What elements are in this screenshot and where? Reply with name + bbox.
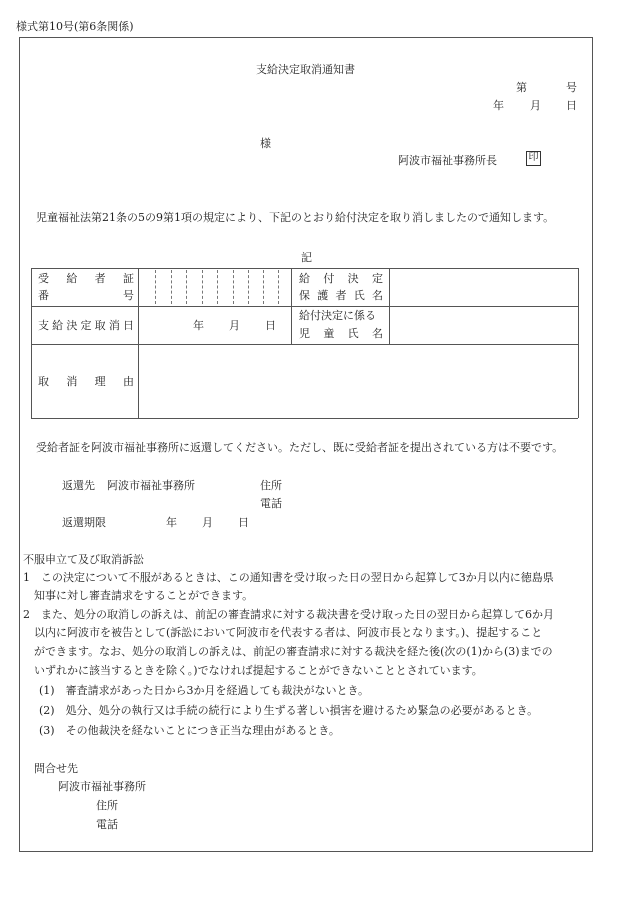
digit-box-divider xyxy=(263,270,264,304)
cancel-reason-label: 取消理由 xyxy=(38,375,134,388)
return-phone-label: 電話 xyxy=(260,497,282,510)
table-border-right xyxy=(578,268,579,418)
digit-box-divider xyxy=(202,270,203,304)
digit-box-divider xyxy=(248,270,249,304)
sender-name: 阿波市福祉事務所長 xyxy=(398,154,497,167)
sub-item: (3) その他裁決を経ないことにつき正当な理由があるとき。 xyxy=(39,724,340,737)
appeal-line: 以内に阿波市を被告として(訴訟において阿波市を代表する者は、阿波市長となります。)、提起すること xyxy=(23,626,543,639)
table-border-left xyxy=(31,268,32,418)
deadline-month: 月 xyxy=(202,516,213,529)
appeal-line: 1 この決定について不服があるときは、この通知書を受け取った日の翌日から起算して3か月以内に徳島県 xyxy=(23,571,554,584)
contact-phone-label: 電話 xyxy=(96,818,118,831)
recipient-cert-label: 受給者証 xyxy=(38,272,134,285)
sub-item: (2) 処分、処分の執行又は手続の続行により生ずる著しい損害を避けるため緊急の必要があるとき。 xyxy=(39,704,539,717)
digit-box-divider xyxy=(155,270,156,304)
table-col-divider-2 xyxy=(291,268,292,344)
table-border-bottom xyxy=(31,418,578,419)
digit-box-divider xyxy=(233,270,234,304)
table-row-divider-2 xyxy=(31,344,578,345)
appeal-line: ができます。なお、処分の取消しの訴えは、前記の審査請求に対する裁決を経た後(次の(1)から(3)までの xyxy=(23,645,553,658)
cancel-date-label: 支給決定取消日 xyxy=(38,319,134,332)
contact-org: 阿波市福祉事務所 xyxy=(58,780,146,793)
sub-item: (1) 審査請求があった日から3か月を経過しても裁決がないとき。 xyxy=(39,684,370,697)
doc-number-prefix: 第 xyxy=(516,81,527,94)
intro-text: 児童福祉法第21条の5の9第1項の規定により、下記のとおり給付決定を取り消しましたので通知します。 xyxy=(36,211,555,224)
table-row-divider-1 xyxy=(31,306,578,307)
return-address-label: 住所 xyxy=(260,479,282,492)
recipient-cert-number-label: 番号 xyxy=(38,289,134,302)
digit-box-divider xyxy=(186,270,187,304)
child-name-label: 児童氏名 xyxy=(299,327,383,340)
table-col-divider-1 xyxy=(138,268,139,418)
contact-label: 問合せ先 xyxy=(34,762,78,775)
digit-box-divider xyxy=(278,270,279,304)
cancel-date-year: 年 xyxy=(193,319,204,332)
form-number: 様式第10号(第6条関係) xyxy=(16,20,134,33)
return-to-value: 阿波市福祉事務所 xyxy=(107,479,195,492)
return-notice: 受給者証を阿波市福祉事務所に返還してください。ただし、既に受給者証を提出されている方は不要です。 xyxy=(36,441,564,454)
contact-address-label: 住所 xyxy=(96,799,118,812)
appeal-heading: 不服申立て及び取消訴訟 xyxy=(23,553,144,566)
digit-box-divider xyxy=(171,270,172,304)
benefit-decision-label: 給付決定 xyxy=(299,272,383,285)
recipient-suffix: 様 xyxy=(260,137,271,150)
appeal-line: 2 また、処分の取消しの訴えは、前記の審査請求に対する裁決書を受け取った日の翌日から起算して6か月 xyxy=(23,608,554,621)
child-decision-label: 給付決定に係る xyxy=(299,309,376,322)
date-month: 月 xyxy=(530,99,541,112)
table-border-top xyxy=(31,268,578,269)
deadline-label: 返還期限 xyxy=(62,516,106,529)
appeal-line: いずれかに該当するときを除く。)でなければ提起することができないこととされています。 xyxy=(23,664,483,677)
ki-heading: 記 xyxy=(301,251,312,264)
doc-number-suffix: 号 xyxy=(566,81,577,94)
date-day: 日 xyxy=(566,99,577,112)
return-to-label: 返還先 xyxy=(62,479,95,492)
deadline-day: 日 xyxy=(238,516,249,529)
deadline-year: 年 xyxy=(166,516,177,529)
document-title: 支給決定取消通知書 xyxy=(256,63,355,76)
seal-stamp: 印 xyxy=(526,151,541,166)
date-year: 年 xyxy=(493,99,504,112)
cancel-date-day: 日 xyxy=(265,319,276,332)
digit-box-divider xyxy=(217,270,218,304)
guardian-name-label: 保護者氏名 xyxy=(299,289,383,302)
table-col-divider-3 xyxy=(389,268,390,344)
appeal-line: 知事に対し審査請求をすることができます。 xyxy=(23,589,254,602)
cancel-date-month: 月 xyxy=(229,319,240,332)
